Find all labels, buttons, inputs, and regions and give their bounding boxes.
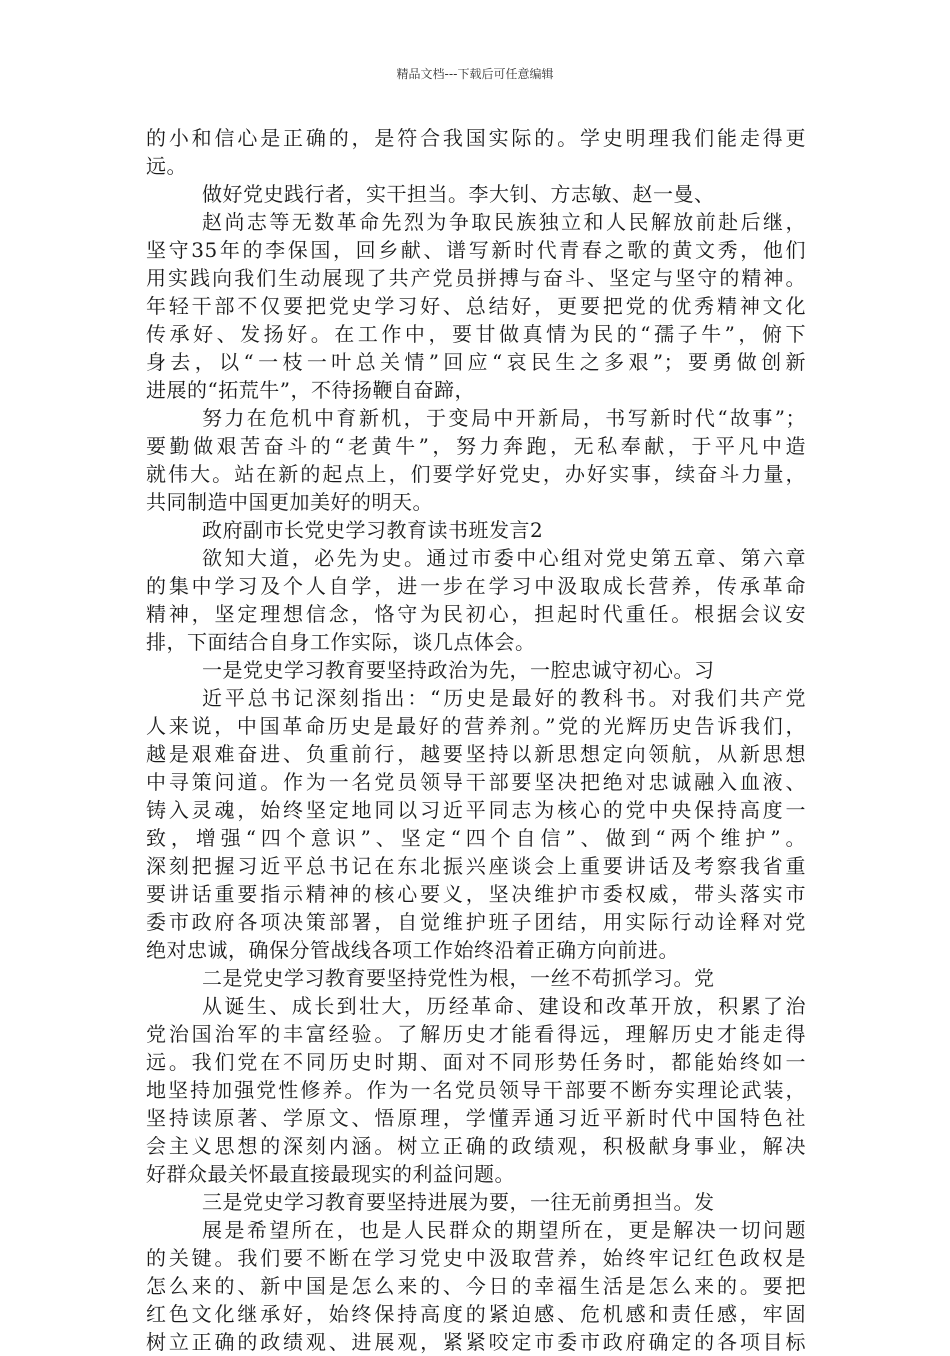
text-line: 中寻策问道。作为一名党员领导干部要坚决把绝对忠诚融入血液、 [146, 770, 806, 794]
text-line: 欲知大道，必先为史。通过市委中心组对党史第五章、第六章 [202, 546, 806, 570]
text-line: 树立正确的政绩观、进展观，紧紧咬定市委市政府确定的各项目标 [146, 1330, 806, 1354]
text-line: 从诞生、成长到壮大，历经革命、建设和改革开放，积累了治 [202, 994, 806, 1018]
text-line: 地坚持加强党性修养。作为一名党员领导干部要不断夯实理论武装， [146, 1078, 806, 1102]
text-line: 传承好、发扬好。在工作中，要甘做真情为民的“孺子牛”，俯下 [146, 322, 806, 346]
text-line: 致，增强“四个意识”、坚定“四个自信”、做到“两个维护”。 [146, 826, 806, 850]
text-line: 精神，坚定理想信念，恪守为民初心，担起时代重任。根据会议安 [146, 602, 806, 626]
document-body [146, 124, 806, 1356]
text-line: 做好党史践行者，实干担当。李大钊、方志敏、赵一曼、 [202, 182, 715, 206]
text-line: 深刻把握习近平总书记在东北振兴座谈会上重要讲话及考察我省重 [146, 854, 806, 878]
text-line: 委市政府各项决策部署，自觉维护班子团结，用实际行动诠释对党 [146, 910, 806, 934]
text-line: 要勤做艰苦奋斗的“老黄牛”，努力奔跑，无私奉献，于平凡中造 [146, 434, 806, 458]
text-line: 的关键。我们要不断在学习党史中汲取营养，始终牢记红色政权是 [146, 1246, 806, 1270]
text-line: 努力在危机中育新机，于变局中开新局，书写新时代“故事”； [202, 406, 806, 430]
text-line: 三是党史学习教育要坚持进展为要，一往无前勇担当。发 [202, 1190, 715, 1214]
text-line: 会主义思想的深刻内涵。树立正确的政绩观，积极献身事业，解决 [146, 1134, 806, 1158]
text-line: 远。 [146, 154, 187, 178]
text-line: 的小和信心是正确的，是符合我国实际的。学史明理我们能走得更 [146, 126, 806, 150]
text-line: 坚守35年的李保国，回乡献、谱写新时代青春之歌的黄文秀，他们 [146, 238, 806, 262]
text-line: 绝对忠诚，确保分管战线各项工作始终沿着正确方向前进。 [146, 938, 679, 962]
text-line: 怎么来的、新中国是怎么来的、今日的幸福生活是怎么来的。要把 [146, 1274, 806, 1298]
text-line: 二是党史学习教育要坚持党性为根，一丝不苟抓学习。党 [202, 966, 715, 990]
text-line: 坚持读原著、学原文、悟原理，学懂弄通习近平新时代中国特色社 [146, 1106, 806, 1130]
text-line: 一是党史学习教育要坚持政治为先，一腔忠诚守初心。习 [202, 658, 715, 682]
text-line: 远。我们党在不同历史时期、面对不同形势任务时，都能始终如一 [146, 1050, 806, 1074]
text-line: 年轻干部不仅要把党史学习好、总结好，更要把党的优秀精神文化 [146, 294, 806, 318]
text-line: 政府副市长党史学习教育读书班发言2 [202, 518, 544, 542]
text-line: 用实践向我们生动展现了共产党员拼搏与奋斗、坚定与坚守的精神。 [146, 266, 806, 290]
text-line: 排，下面结合自身工作实际，谈几点体会。 [146, 630, 536, 654]
text-line: 进展的“拓荒牛”，不待扬鞭自奋蹄， [146, 378, 475, 402]
text-line: 身去，以“一枝一叶总关情”回应“哀民生之多艰”；要勇做创新 [146, 350, 806, 374]
page-header: 精品文档---下载后可任意编辑 [396, 67, 554, 81]
text-line: 展是希望所在，也是人民群众的期望所在，更是解决一切问题 [202, 1218, 806, 1242]
text-line: 赵尚志等无数革命先烈为争取民族独立和人民解放前赴后继， [202, 210, 806, 234]
text-line: 就伟大。站在新的起点上，们要学好党史，办好实事，续奋斗力量， [146, 462, 806, 486]
text-line: 越是艰难奋进、负重前行，越要坚持以新思想定向领航，从新思想 [146, 742, 806, 766]
text-line: 好群众最关怀最直接最现实的利益问题。 [146, 1162, 515, 1186]
text-line: 要讲话重要指示精神的核心要义，坚决维护市委权威，带头落实市 [146, 882, 806, 906]
text-line: 红色文化继承好，始终保持高度的紧迫感、危机感和责任感，牢固 [146, 1302, 806, 1326]
text-line: 人来说，中国革命历史是最好的营养剂。”党的光辉历史告诉我们， [146, 714, 806, 738]
text-line: 党治国治军的丰富经验。了解历史才能看得远，理解历史才能走得 [146, 1022, 806, 1046]
text-line: 共同制造中国更加美好的明天。 [146, 490, 433, 514]
text-line: 铸入灵魂，始终坚定地同以习近平同志为核心的党中央保持高度一 [146, 798, 806, 822]
text-line: 近平总书记深刻指出：“历史是最好的教科书。对我们共产党 [202, 686, 806, 710]
text-line: 的集中学习及个人自学，进一步在学习中汲取成长营养，传承革命 [146, 574, 806, 598]
